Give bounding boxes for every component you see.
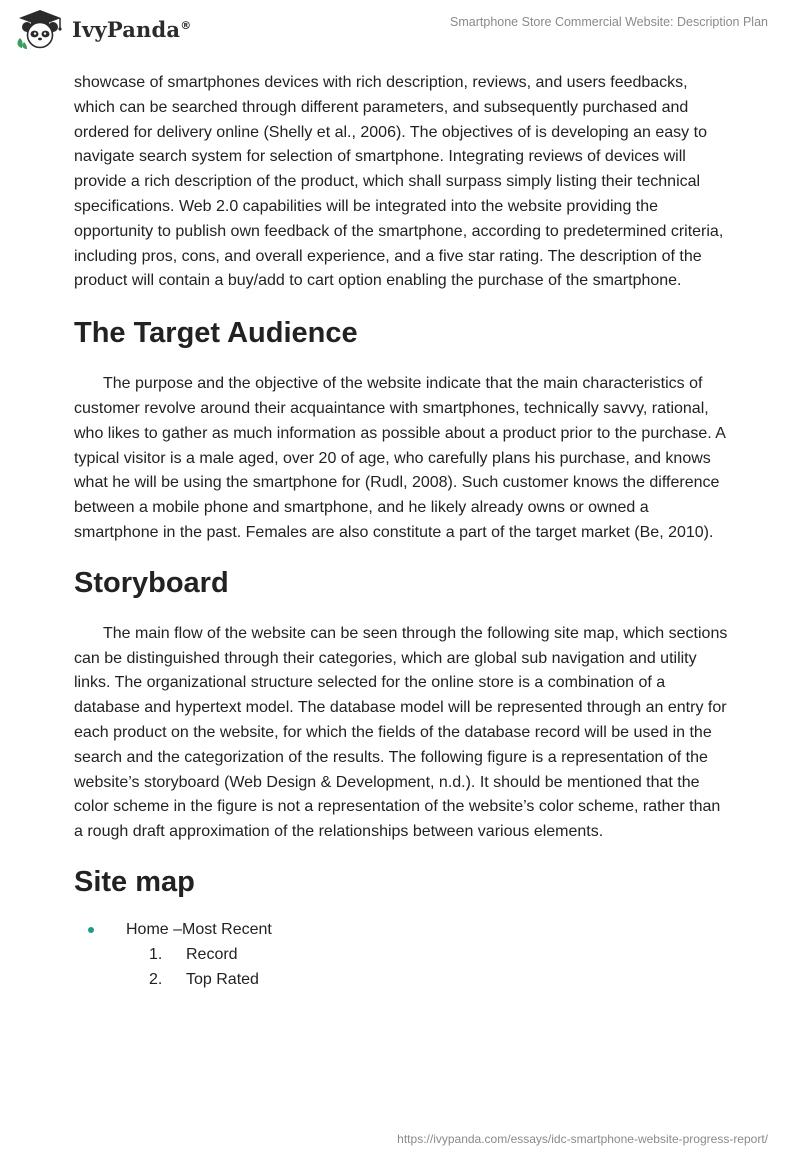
- article-body: [74, 71, 730, 992]
- page-header: [0, 0, 800, 70]
- storyboard-heading: Storyboard: [74, 566, 229, 599]
- intro-paragraph: showcase of smartphones devices with rich description, reviews, and users feedbacks, which can be searched through different parameters, and subsequently purchased and ordered for delivery online (Shelly et al., 2006). The objectives of is developing an easy to navigate search system for selection of smartphone. Integrating reviews of devices will provide a rich description of the product, which shall surpass simply listing their technical specifications. Web 2.0 capabilities will be integrated into the website providing the opportunity to publish own feedback of the smartphone, according to predetermined criteria, including pros, cons, and overall experience, and a five star rating. The description of the product will contain a buy/add to cart option enabling the purchase of the smartphone.: [74, 74, 724, 290]
- target-audience-heading: The Target Audience: [74, 317, 358, 350]
- site-map-item-label: Home –Most Recent: [126, 920, 272, 938]
- storyboard-paragraph: The main flow of the website can be seen through the following site map, which sections can be distinguished through their categories, which are global sub navigation and utility links. The organizational structure selected for the online store is a combination of a database and hypertext model. The database model will be represented through an entry for each product on the website, for which the fields of the database record will be used in the search and the categorization of the results. The following figure is a representation of the website’s storyboard (Web Design & Development, n.d.). It should be mentioned that the color scheme in the figure is not a representation of the website’s color scheme, rather than a rough draft approximation of the relationships between various elements.: [74, 624, 728, 841]
- list-number: 1.: [149, 945, 163, 963]
- panda-graduation-cap-icon: [14, 8, 66, 50]
- list-item: [126, 942, 730, 967]
- site-map-sublist: [126, 942, 730, 992]
- site-map-heading: Site map: [74, 865, 195, 898]
- list-number: 2.: [149, 970, 163, 988]
- target-audience-paragraph: The purpose and the objective of the website indicate that the main characteristics of customer revolve around their acquaintance with smartphones, technically savvy, rational, who likes to gather as much information as possible about a product prior to the purchase. A typical visitor is a male aged, over 20 of age, who carefully plans his purchase, and knows what he will be using the smartphone for (Rudl, 2008). Such customer knows the difference between a mobile phone and smartphone, and he likely already owns or owned a smartphone in the past. Females are also constitute a part of the target market (Be, 2010).: [74, 375, 726, 541]
- registered-mark: ®: [180, 18, 192, 32]
- site-map-subitem-label: Top Rated: [186, 970, 259, 988]
- list-item: [74, 917, 730, 992]
- ivypanda-logo[interactable]: [14, 8, 191, 50]
- bullet-icon: [88, 927, 94, 933]
- site-map-subitem-label: Record: [186, 945, 238, 963]
- logo-text: IvyPanda®: [72, 16, 192, 42]
- source-url[interactable]: https://ivypanda.com/essays/idc-smartphone-website-progress-report/: [397, 1132, 768, 1146]
- document-title: Smartphone Store Commercial Website: Description Plan: [450, 15, 768, 29]
- site-map-list: [74, 917, 730, 992]
- list-item: [126, 967, 730, 992]
